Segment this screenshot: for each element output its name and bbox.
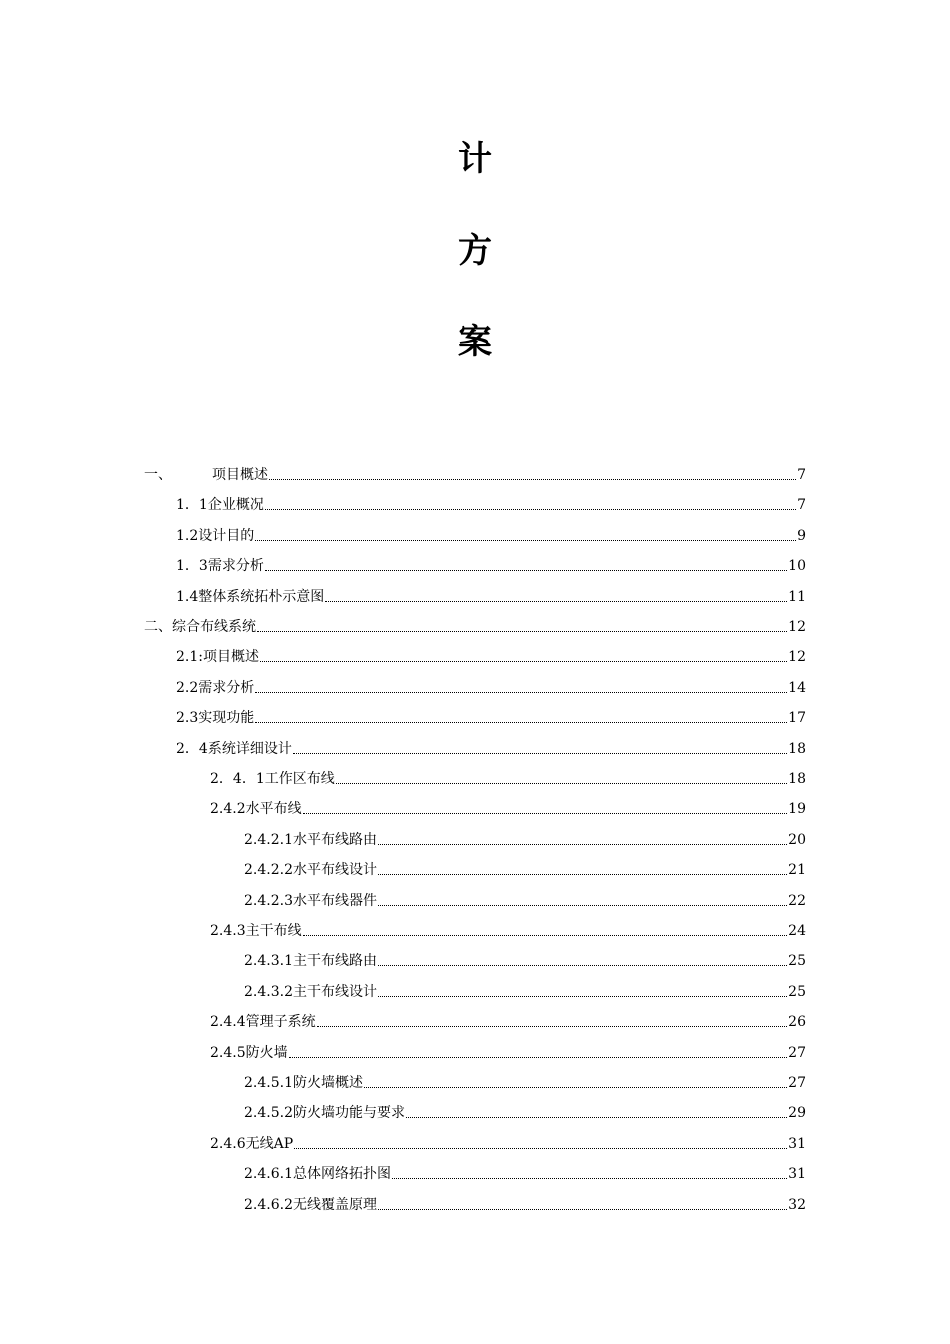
toc-entry-label [210, 1133, 293, 1155]
toc-entry-number: 2.4.3.1 [244, 953, 293, 970]
toc-entry-page: 7 [797, 497, 806, 514]
toc-entry-number: 2.4.2.1 [244, 831, 293, 848]
toc-entry-text: 防火墙 [245, 1044, 288, 1061]
toc-entry-label [210, 920, 302, 942]
toc-entry-label [144, 616, 256, 638]
toc-entry-number: 2.4.2 [210, 801, 246, 818]
toc-dot-leader [364, 1086, 787, 1088]
toc-entry-label [176, 677, 254, 699]
toc-entry[interactable] [210, 798, 806, 820]
toc-entry-number: 一、 [144, 467, 172, 483]
toc-entry-text: 无线覆盖原理 [292, 1196, 377, 1213]
toc-entry-text: 主干布线设计 [292, 983, 377, 1000]
toc-dot-leader [336, 782, 787, 784]
toc-entry-label [210, 1011, 316, 1033]
toc-entry-label [244, 1194, 377, 1216]
toc-entry-number: 2.4.5.2 [244, 1105, 293, 1122]
toc-entry-text: 综合布线系统 [172, 619, 256, 635]
toc-dot-leader [378, 873, 787, 875]
toc-entry-text: 水平布线设计 [292, 862, 377, 879]
toc-entry-page: 22 [788, 892, 806, 909]
toc-entry-number: 2.4.6.2 [244, 1196, 293, 1213]
toc-entry-label [244, 859, 377, 881]
toc-entry-text: 水平布线路由 [292, 831, 377, 848]
toc-entry-label [176, 707, 254, 729]
toc-entry[interactable] [176, 525, 806, 547]
toc-entry-text: 防火墙概述 [292, 1075, 363, 1091]
toc-dot-leader [257, 630, 787, 632]
toc-entry-label [210, 798, 302, 820]
toc-entry-number: 2.4.6 [210, 1135, 246, 1152]
toc-entry-number: 2.4.2.3 [244, 892, 293, 909]
toc-entry[interactable] [176, 646, 806, 668]
toc-entry-page: 27 [788, 1044, 806, 1061]
toc-dot-leader [293, 752, 787, 754]
toc-entry-page: 11 [788, 588, 806, 605]
toc-entry[interactable] [176, 586, 806, 608]
toc-entry-text: 项目概述 [212, 467, 268, 483]
toc-entry[interactable] [244, 1072, 806, 1094]
toc-entry-text: 需求分析 [207, 558, 264, 575]
toc-entry-page: 19 [788, 801, 806, 818]
toc-dot-leader [378, 964, 787, 966]
toc-entry-number: 2.4.2.2 [244, 862, 293, 879]
toc-entry-label [244, 1163, 391, 1185]
toc-entry-number: 2.4.4 [210, 1014, 246, 1031]
toc-entry-label [244, 829, 377, 851]
toc-entry-text: 无线AP [245, 1135, 294, 1152]
toc-entry-number: 2.4.5.1 [244, 1075, 293, 1091]
toc-entry-number: 2．4 [176, 740, 208, 757]
toc-dot-leader [378, 1208, 787, 1210]
toc-entry-page: 9 [797, 527, 806, 544]
toc-dot-leader [303, 934, 788, 936]
toc-entry[interactable] [144, 616, 806, 638]
toc-entry-page: 31 [788, 1166, 806, 1183]
toc-entry[interactable] [244, 981, 806, 1003]
toc-entry-text: 水平布线器件 [292, 892, 377, 909]
toc-entry-label [244, 950, 377, 972]
toc-entry-text: 防火墙功能与要求 [292, 1105, 405, 1122]
toc-entry-label [176, 494, 264, 516]
toc-entry-page: 25 [788, 983, 806, 1000]
toc-entry-number: 2.3 [176, 710, 199, 727]
toc-entry-page: 31 [788, 1135, 806, 1152]
toc-dot-leader [378, 995, 787, 997]
toc-entry-label [244, 1102, 405, 1124]
toc-entry[interactable] [244, 950, 806, 972]
toc-dot-leader [317, 1025, 788, 1027]
toc-entry-label [176, 555, 264, 577]
toc-entry-page: 14 [788, 679, 806, 696]
toc-entry-page: 25 [788, 953, 806, 970]
toc-entry-number: 二、 [144, 619, 172, 635]
toc-entry-text: 项目概述 [202, 649, 259, 666]
toc-dot-leader [255, 691, 787, 693]
toc-entry-number: 1.2 [176, 527, 199, 544]
toc-dot-leader [294, 1147, 787, 1149]
toc-dot-leader [269, 478, 796, 480]
toc-entry-label [176, 525, 254, 547]
toc-dot-leader [260, 660, 787, 662]
toc-entry[interactable] [176, 677, 806, 699]
toc-entry-page: 27 [788, 1075, 806, 1091]
toc-entry[interactable] [210, 1133, 806, 1155]
toc-dot-leader [392, 1177, 787, 1179]
toc-entry[interactable] [176, 555, 806, 577]
toc-entry-page: 24 [788, 923, 806, 939]
toc-dot-leader [378, 904, 787, 906]
toc-entry-label [176, 586, 324, 608]
toc-entry-page: 21 [788, 862, 806, 879]
toc-entry-text: 实现功能 [198, 710, 255, 727]
toc-entry-number: 2.2 [176, 679, 199, 696]
toc-dot-leader [255, 539, 796, 541]
toc-entry[interactable] [176, 494, 806, 516]
toc-entry-number: 1．1 [176, 497, 208, 514]
toc-entry-text: 总体网络拓扑图 [292, 1166, 391, 1183]
toc-entry-text: 系统详细设计 [207, 740, 292, 757]
toc-entry[interactable] [244, 1163, 806, 1185]
toc-entry-label [210, 1042, 288, 1064]
toc-entry-number: 1.4 [176, 588, 199, 605]
toc-entry-text: 管理子系统 [245, 1014, 316, 1031]
title-char-3: 案 [458, 322, 492, 362]
toc-entry-page: 12 [788, 619, 806, 635]
toc-entry[interactable] [210, 768, 806, 790]
toc-entry-text: 需求分析 [198, 679, 255, 696]
toc-entry-page: 18 [788, 771, 806, 787]
toc-entry-number: 2.4.3.2 [244, 983, 293, 1000]
toc-entry-text: 整体系统拓朴示意图 [198, 588, 325, 605]
toc-entry-number: 2.1: [176, 649, 203, 666]
toc-entry-text: 主干布线 [245, 923, 302, 939]
toc-entry-label [176, 646, 259, 668]
toc-entry[interactable] [210, 920, 806, 942]
toc-entry-number: 2．4．1 [210, 771, 265, 787]
toc-entry[interactable] [210, 1011, 806, 1033]
toc-entry-page: 32 [788, 1196, 806, 1213]
toc-entry[interactable] [210, 1042, 806, 1064]
toc-dot-leader [255, 721, 787, 723]
toc-entry[interactable] [176, 738, 806, 760]
toc-entry[interactable] [244, 1194, 806, 1216]
toc-entry[interactable] [144, 464, 806, 486]
toc-entry-text: 工作区布线 [264, 771, 335, 787]
toc-entry-page: 7 [797, 467, 806, 483]
toc-entry-label [244, 890, 377, 912]
toc-entry-number: 2.4.6.1 [244, 1166, 293, 1183]
toc-dot-leader [303, 812, 788, 814]
toc-entry-label [210, 768, 335, 790]
toc-entry-label [176, 738, 292, 760]
toc-dot-leader [289, 1056, 788, 1058]
toc-entry-page: 26 [788, 1014, 806, 1031]
toc-entry-page: 20 [788, 831, 806, 848]
toc-entry[interactable] [244, 859, 806, 881]
toc-entry-number: 1．3 [176, 558, 208, 575]
toc-entry-text: 主干布线路由 [292, 953, 377, 970]
toc-entry-text: 企业概况 [207, 497, 264, 514]
toc-dot-leader [406, 1116, 787, 1118]
toc-dot-leader [265, 569, 787, 571]
toc-entry-text: 设计目的 [198, 527, 255, 544]
toc-entry-label [244, 981, 377, 1003]
toc-entry-number: 2.4.5 [210, 1044, 246, 1061]
toc-entry-page: 29 [788, 1105, 806, 1122]
title-char-2: 方 [458, 231, 492, 271]
toc-entry-number: 2.4.3 [210, 923, 246, 939]
toc-dot-leader [265, 508, 796, 510]
toc-entry[interactable] [244, 1102, 806, 1124]
toc-entry[interactable] [244, 890, 806, 912]
toc-entry[interactable] [176, 707, 806, 729]
toc-dot-leader [325, 600, 787, 602]
toc-entry-label [244, 1072, 363, 1094]
toc-entry-label [144, 464, 268, 486]
toc-entry[interactable] [244, 829, 806, 851]
toc-entry-page: 10 [788, 558, 806, 575]
title-char-1: 计 [458, 139, 492, 179]
toc-dot-leader [378, 843, 787, 845]
toc-entry-text: 水平布线 [245, 801, 302, 818]
toc-entry-page: 17 [788, 710, 806, 727]
toc-entry-page: 12 [788, 649, 806, 666]
toc-entry-page: 18 [788, 740, 806, 757]
